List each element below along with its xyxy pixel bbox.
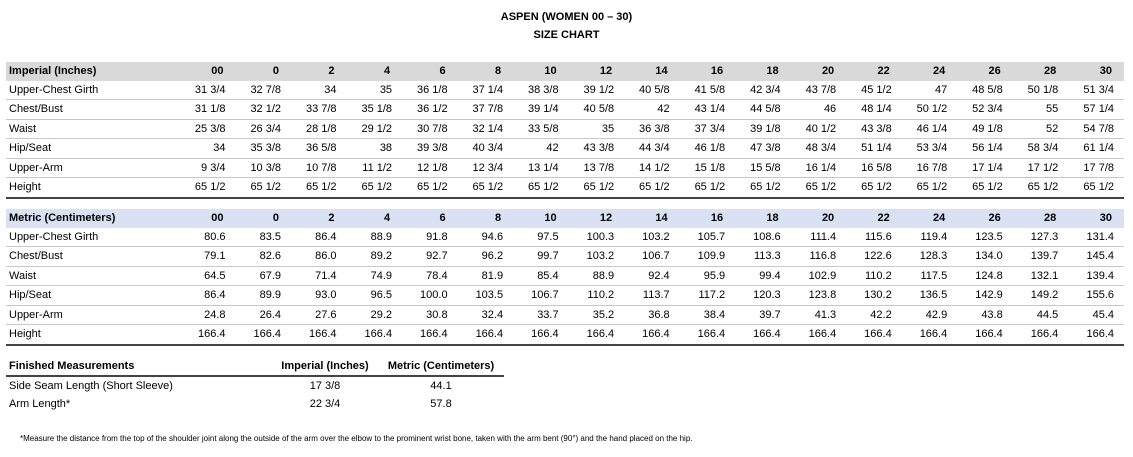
table-cell: 166.4 <box>569 325 625 345</box>
row-label: Chest/Bust <box>6 247 180 267</box>
table-cell: 67.9 <box>236 266 292 286</box>
table-cell: 127.3 <box>1013 228 1069 247</box>
table-cell: 17 7/8 <box>1068 158 1124 178</box>
table-cell: 65 1/2 <box>513 178 569 198</box>
finished-row-label: Side Seam Length (Short Sleeve) <box>9 380 173 392</box>
table-cell: 56 1/4 <box>957 139 1013 159</box>
table-cell: 42 3/4 <box>735 81 791 100</box>
table-row <box>6 247 1124 267</box>
table-cell: 139.4 <box>1068 266 1124 286</box>
table-cell: 40 3/4 <box>458 139 514 159</box>
table-cell: 65 1/2 <box>236 178 292 198</box>
table-cell: 128.3 <box>902 247 958 267</box>
table-cell: 123.8 <box>791 286 847 306</box>
table-cell: 50 1/8 <box>1013 81 1069 100</box>
table-cell: 65 1/2 <box>458 178 514 198</box>
table-cell: 85.4 <box>513 266 569 286</box>
table-cell: 65 1/2 <box>1013 178 1069 198</box>
table-cell: 29.2 <box>347 305 403 325</box>
table-cell: 113.3 <box>735 247 791 267</box>
table-cell: 103.2 <box>569 247 625 267</box>
table-cell: 31 1/8 <box>180 100 236 120</box>
table-cell: 89.2 <box>347 247 403 267</box>
table-cell: 42 <box>513 139 569 159</box>
row-label: Height <box>6 178 180 198</box>
table-cell: 32 7/8 <box>236 81 292 100</box>
table-cell: 17 1/2 <box>1013 158 1069 178</box>
table-cell: 40 5/8 <box>569 100 625 120</box>
table-cell: 95.9 <box>680 266 736 286</box>
table-row <box>6 100 1124 120</box>
table-cell: 166.4 <box>458 325 514 345</box>
size-header-8: 8 <box>458 62 514 81</box>
table-cell: 35 <box>569 119 625 139</box>
finished-col-metric: Metric (Centimeters) <box>378 357 504 376</box>
table-cell: 47 3/8 <box>735 139 791 159</box>
table-cell: 38.4 <box>680 305 736 325</box>
table-cell: 44 3/4 <box>624 139 680 159</box>
table-cell: 15 5/8 <box>735 158 791 178</box>
table-cell: 65 1/2 <box>180 178 236 198</box>
table-cell: 13 7/8 <box>569 158 625 178</box>
table-cell: 30.8 <box>402 305 458 325</box>
table-cell: 115.6 <box>846 228 902 247</box>
table-cell: 17 1/4 <box>957 158 1013 178</box>
row-label: Hip/Seat <box>6 286 180 306</box>
table-cell: 113.7 <box>624 286 680 306</box>
size-header-12: 12 <box>569 62 625 81</box>
table-cell: 50 1/2 <box>902 100 958 120</box>
table-cell: 36 3/8 <box>624 119 680 139</box>
table-cell: 86.0 <box>291 247 347 267</box>
table-cell: 166.4 <box>180 325 236 345</box>
table-cell: 30 7/8 <box>402 119 458 139</box>
table-cell: 16 1/4 <box>791 158 847 178</box>
table-cell: 36 1/8 <box>402 81 458 100</box>
table-cell: 41.3 <box>791 305 847 325</box>
table-cell: 32 1/4 <box>458 119 514 139</box>
table-cell: 32.4 <box>458 305 514 325</box>
table-row <box>6 325 1124 345</box>
table-cell: 37 1/4 <box>458 81 514 100</box>
table-cell: 24.8 <box>180 305 236 325</box>
size-header-16: 16 <box>680 209 736 228</box>
imperial-size-table <box>6 62 1124 199</box>
size-header-14: 14 <box>624 62 680 81</box>
row-label: Upper-Chest Girth <box>6 228 180 247</box>
table-cell: 39 3/8 <box>402 139 458 159</box>
row-label: Waist <box>6 119 180 139</box>
table-cell: 43 3/8 <box>846 119 902 139</box>
table-cell: 97.5 <box>513 228 569 247</box>
table-cell: 92.4 <box>624 266 680 286</box>
size-header-00: 00 <box>180 62 236 81</box>
table-cell: 96.2 <box>458 247 514 267</box>
row-label: Waist <box>6 266 180 286</box>
table-cell: 55 <box>1013 100 1069 120</box>
size-header-26: 26 <box>957 209 1013 228</box>
size-header-4: 4 <box>347 62 403 81</box>
table-row <box>6 119 1124 139</box>
table-cell: 35 3/8 <box>236 139 292 159</box>
table-cell: 33.7 <box>513 305 569 325</box>
table-cell: 139.7 <box>1013 247 1069 267</box>
table-cell: 166.4 <box>735 325 791 345</box>
table-cell: 40 5/8 <box>624 81 680 100</box>
table-cell: 65 1/2 <box>846 178 902 198</box>
table-cell: 44 5/8 <box>735 100 791 120</box>
table-cell: 119.4 <box>902 228 958 247</box>
table-cell: 166.4 <box>1068 325 1124 345</box>
table-cell: 166.4 <box>902 325 958 345</box>
table-row <box>6 139 1124 159</box>
table-cell: 65 1/2 <box>291 178 347 198</box>
table-cell: 35 <box>347 81 403 100</box>
table-cell: 65 1/2 <box>402 178 458 198</box>
table-cell: 64.5 <box>180 266 236 286</box>
table-cell: 37 7/8 <box>458 100 514 120</box>
size-header-18: 18 <box>735 209 791 228</box>
table-cell: 100.3 <box>569 228 625 247</box>
table-cell: 145.4 <box>1068 247 1124 267</box>
footnote: *Measure the distance from the top of the shoulder joint along the outside of the arm over the elbow to the prominent wrist bone, taken with the arm bent (90°) and the hand placed on the hip. <box>20 434 693 443</box>
table-cell: 124.8 <box>957 266 1013 286</box>
size-header-30: 30 <box>1068 209 1124 228</box>
table-cell: 33 7/8 <box>291 100 347 120</box>
table-cell: 65 1/2 <box>735 178 791 198</box>
table-cell: 80.6 <box>180 228 236 247</box>
row-label: Height <box>6 325 180 345</box>
table-cell: 166.4 <box>236 325 292 345</box>
table-cell: 99.7 <box>513 247 569 267</box>
size-header-00: 00 <box>180 209 236 228</box>
table-cell: 65 1/2 <box>624 178 680 198</box>
table-cell: 61 1/4 <box>1068 139 1124 159</box>
table-cell: 43 7/8 <box>791 81 847 100</box>
table-cell: 9 3/4 <box>180 158 236 178</box>
table-cell: 166.4 <box>1013 325 1069 345</box>
imperial-header-row <box>6 62 1124 81</box>
size-header-8: 8 <box>458 209 514 228</box>
table-row <box>6 376 504 395</box>
table-cell: 40 1/2 <box>791 119 847 139</box>
row-label: Hip/Seat <box>6 139 180 159</box>
chart-title: ASPEN (WOMEN 00 – 30) <box>500 11 633 23</box>
table-row <box>6 395 504 413</box>
table-cell: 49 1/8 <box>957 119 1013 139</box>
table-cell: 166.4 <box>624 325 680 345</box>
metric-header-row <box>6 209 1124 228</box>
table-cell: 35 1/8 <box>347 100 403 120</box>
table-cell: 39 1/2 <box>569 81 625 100</box>
table-cell: 12 3/4 <box>458 158 514 178</box>
table-cell: 16 7/8 <box>902 158 958 178</box>
table-cell: 36 5/8 <box>291 139 347 159</box>
table-cell: 149.2 <box>1013 286 1069 306</box>
table-cell: 16 5/8 <box>846 158 902 178</box>
table-cell: 35.2 <box>569 305 625 325</box>
table-cell: 106.7 <box>624 247 680 267</box>
table-cell: 105.7 <box>680 228 736 247</box>
table-cell: 166.4 <box>957 325 1013 345</box>
table-cell: 57 1/4 <box>1068 100 1124 120</box>
size-header-0: 0 <box>236 62 292 81</box>
table-cell: 38 3/8 <box>513 81 569 100</box>
table-cell: 110.2 <box>569 286 625 306</box>
table-cell: 111.4 <box>791 228 847 247</box>
size-header-6: 6 <box>402 62 458 81</box>
finished-row-label: Arm Length* <box>9 398 71 410</box>
table-cell: 51 3/4 <box>1068 81 1124 100</box>
table-cell: 65 1/2 <box>569 178 625 198</box>
table-cell: 155.6 <box>1068 286 1124 306</box>
row-label: Upper-Arm <box>6 158 180 178</box>
size-header-18: 18 <box>735 62 791 81</box>
table-cell: 110.2 <box>846 266 902 286</box>
table-cell: 42 <box>624 100 680 120</box>
table-cell: 65 1/2 <box>347 178 403 198</box>
table-cell: 83.5 <box>236 228 292 247</box>
size-header-24: 24 <box>902 62 958 81</box>
table-cell: 42.2 <box>846 305 902 325</box>
table-cell: 91.8 <box>402 228 458 247</box>
size-header-26: 26 <box>957 62 1013 81</box>
table-cell: 44.5 <box>1013 305 1069 325</box>
table-cell: 120.3 <box>735 286 791 306</box>
size-header-22: 22 <box>846 62 902 81</box>
table-cell: 86.4 <box>180 286 236 306</box>
table-cell: 11 1/2 <box>347 158 403 178</box>
table-row <box>6 178 1124 198</box>
table-cell: 38 <box>347 139 403 159</box>
table-cell: 39.7 <box>735 305 791 325</box>
size-header-6: 6 <box>402 209 458 228</box>
table-cell: 34 <box>180 139 236 159</box>
table-cell: 39 1/4 <box>513 100 569 120</box>
finished-header-row <box>6 357 504 376</box>
table-cell: 65 1/2 <box>791 178 847 198</box>
table-cell: 96.5 <box>347 286 403 306</box>
table-cell: 131.4 <box>1068 228 1124 247</box>
table-cell: 116.8 <box>791 247 847 267</box>
table-cell: 166.4 <box>347 325 403 345</box>
table-cell: 53 3/4 <box>902 139 958 159</box>
row-label: Chest/Bust <box>6 100 180 120</box>
table-cell: 28 1/8 <box>291 119 347 139</box>
table-cell: 142.9 <box>957 286 1013 306</box>
table-cell: 106.7 <box>513 286 569 306</box>
table-cell: 36.8 <box>624 305 680 325</box>
size-header-2: 2 <box>291 62 347 81</box>
table-cell: 43 3/8 <box>569 139 625 159</box>
table-cell: 103.2 <box>624 228 680 247</box>
table-cell: 108.6 <box>735 228 791 247</box>
table-cell: 78.4 <box>402 266 458 286</box>
table-cell: 130.2 <box>846 286 902 306</box>
table-cell: 100.0 <box>402 286 458 306</box>
metric-header-label: Metric (Centimeters) <box>6 209 180 228</box>
table-cell: 102.9 <box>791 266 847 286</box>
table-cell: 43.8 <box>957 305 1013 325</box>
table-cell: 31 3/4 <box>180 81 236 100</box>
table-cell: 48 1/4 <box>846 100 902 120</box>
size-header-28: 28 <box>1013 62 1069 81</box>
table-cell: 166.4 <box>791 325 847 345</box>
table-cell: 52 <box>1013 119 1069 139</box>
table-cell: 27.6 <box>291 305 347 325</box>
table-cell: 26.4 <box>236 305 292 325</box>
table-cell: 42.9 <box>902 305 958 325</box>
finished-header-label: Finished Measurements <box>6 357 272 376</box>
table-cell: 51 1/4 <box>846 139 902 159</box>
table-cell: 46 1/8 <box>680 139 736 159</box>
size-header-22: 22 <box>846 209 902 228</box>
row-label: Upper-Chest Girth <box>6 81 180 100</box>
table-cell: 166.4 <box>513 325 569 345</box>
table-cell: 48 3/4 <box>791 139 847 159</box>
table-cell: 58 3/4 <box>1013 139 1069 159</box>
table-cell: 122.6 <box>846 247 902 267</box>
table-cell: 79.1 <box>180 247 236 267</box>
table-cell: 136.5 <box>902 286 958 306</box>
table-cell: 103.5 <box>458 286 514 306</box>
table-cell: 41 5/8 <box>680 81 736 100</box>
table-cell: 86.4 <box>291 228 347 247</box>
table-cell: 71.4 <box>291 266 347 286</box>
table-cell: 65 1/2 <box>1068 178 1124 198</box>
table-cell: 14 1/2 <box>624 158 680 178</box>
table-cell: 166.4 <box>291 325 347 345</box>
table-cell: 29 1/2 <box>347 119 403 139</box>
table-cell: 43 1/4 <box>680 100 736 120</box>
table-cell: 46 1/4 <box>902 119 958 139</box>
table-cell: 13 1/4 <box>513 158 569 178</box>
table-cell: 93.0 <box>291 286 347 306</box>
table-cell: 123.5 <box>957 228 1013 247</box>
table-cell: 15 1/8 <box>680 158 736 178</box>
table-cell: 45.4 <box>1068 305 1124 325</box>
table-cell: 117.2 <box>680 286 736 306</box>
table-cell: 132.1 <box>1013 266 1069 286</box>
size-header-0: 0 <box>236 209 292 228</box>
table-cell: 82.6 <box>236 247 292 267</box>
table-cell: 10 7/8 <box>291 158 347 178</box>
size-header-24: 24 <box>902 209 958 228</box>
finished-row-imperial: 22 3/4 <box>309 398 341 410</box>
table-cell: 166.4 <box>402 325 458 345</box>
table-row <box>6 305 1124 325</box>
finished-row-metric: 44.1 <box>430 380 452 392</box>
table-cell: 37 3/4 <box>680 119 736 139</box>
table-cell: 65 1/2 <box>902 178 958 198</box>
table-row <box>6 228 1124 247</box>
table-cell: 25 3/8 <box>180 119 236 139</box>
table-cell: 52 3/4 <box>957 100 1013 120</box>
size-header-16: 16 <box>680 62 736 81</box>
size-header-20: 20 <box>791 62 847 81</box>
table-cell: 81.9 <box>458 266 514 286</box>
finished-measurements-table <box>6 357 504 413</box>
table-cell: 10 3/8 <box>236 158 292 178</box>
table-cell: 134.0 <box>957 247 1013 267</box>
table-cell: 45 1/2 <box>846 81 902 100</box>
table-cell: 36 1/2 <box>402 100 458 120</box>
finished-col-imperial: Imperial (Inches) <box>272 357 378 376</box>
table-cell: 88.9 <box>347 228 403 247</box>
table-cell: 47 <box>902 81 958 100</box>
size-header-4: 4 <box>347 209 403 228</box>
table-cell: 117.5 <box>902 266 958 286</box>
size-header-10: 10 <box>513 209 569 228</box>
table-cell: 26 3/4 <box>236 119 292 139</box>
table-cell: 65 1/2 <box>680 178 736 198</box>
table-cell: 94.6 <box>458 228 514 247</box>
table-row <box>6 286 1124 306</box>
size-header-10: 10 <box>513 62 569 81</box>
row-label: Upper-Arm <box>6 305 180 325</box>
table-row <box>6 81 1124 100</box>
table-cell: 109.9 <box>680 247 736 267</box>
finished-row-imperial: 17 3/8 <box>309 380 341 392</box>
table-cell: 39 1/8 <box>735 119 791 139</box>
chart-subtitle: SIZE CHART <box>533 29 600 41</box>
table-cell: 12 1/8 <box>402 158 458 178</box>
table-cell: 88.9 <box>569 266 625 286</box>
table-cell: 34 <box>291 81 347 100</box>
table-row <box>6 266 1124 286</box>
imperial-header-label: Imperial (Inches) <box>6 62 180 81</box>
table-cell: 48 5/8 <box>957 81 1013 100</box>
table-cell: 99.4 <box>735 266 791 286</box>
size-header-12: 12 <box>569 209 625 228</box>
size-header-30: 30 <box>1068 62 1124 81</box>
table-cell: 32 1/2 <box>236 100 292 120</box>
table-cell: 92.7 <box>402 247 458 267</box>
table-cell: 65 1/2 <box>957 178 1013 198</box>
table-cell: 74.9 <box>347 266 403 286</box>
size-header-28: 28 <box>1013 209 1069 228</box>
finished-row-metric: 57.8 <box>430 398 452 410</box>
table-cell: 54 7/8 <box>1068 119 1124 139</box>
table-cell: 166.4 <box>846 325 902 345</box>
size-header-14: 14 <box>624 209 680 228</box>
table-cell: 46 <box>791 100 847 120</box>
size-header-20: 20 <box>791 209 847 228</box>
table-cell: 33 5/8 <box>513 119 569 139</box>
metric-size-table <box>6 209 1124 346</box>
table-cell: 89.9 <box>236 286 292 306</box>
table-cell: 166.4 <box>680 325 736 345</box>
size-header-2: 2 <box>291 209 347 228</box>
table-row <box>6 158 1124 178</box>
